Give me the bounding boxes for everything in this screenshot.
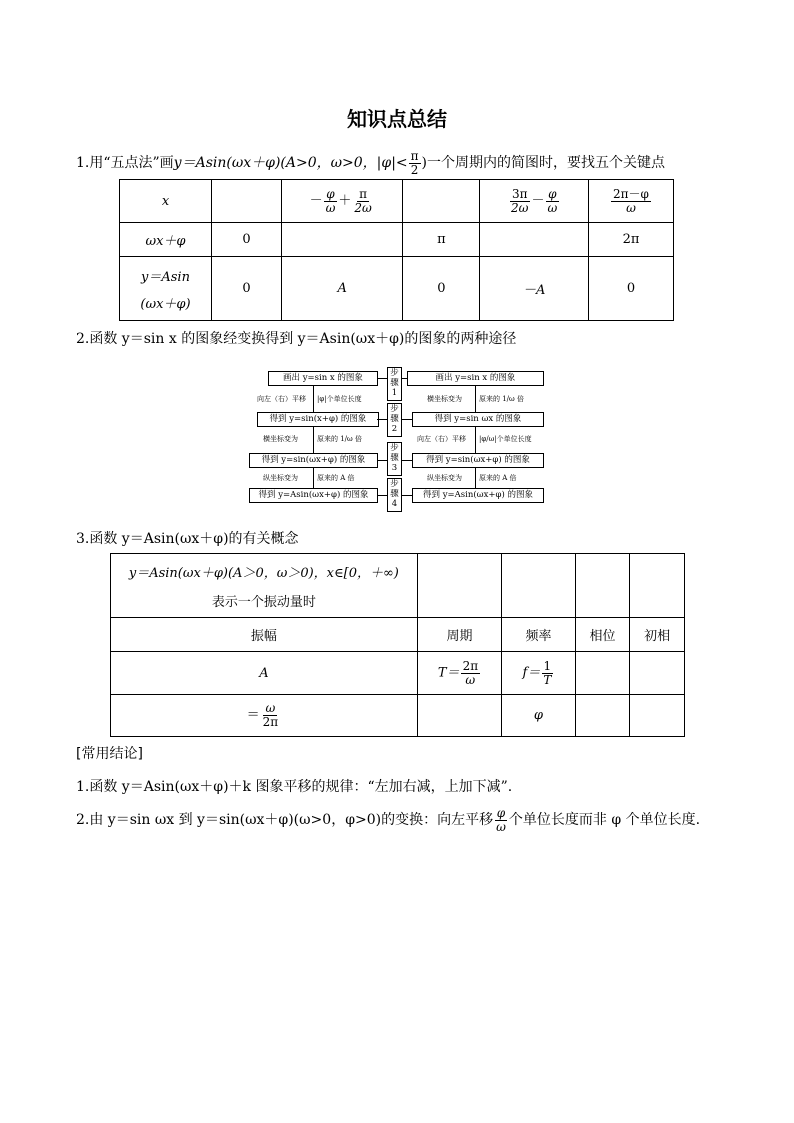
frac-den: T: [543, 672, 552, 687]
cell: 0: [588, 257, 673, 321]
connector: [377, 460, 387, 461]
frac: [261, 702, 281, 728]
cell-frequency: [502, 652, 575, 695]
label-line2: (ωx＋φ): [140, 296, 191, 312]
frac: [494, 807, 508, 833]
frac: [611, 188, 651, 214]
note: 原来的 A 倍: [479, 474, 517, 482]
section1-text: [76, 150, 665, 176]
arrow-down: [475, 426, 476, 453]
col-frequency: 频率: [502, 618, 575, 652]
step-4: 步骤4: [387, 478, 402, 512]
arrow-down: [313, 426, 314, 453]
frac-den: ω: [626, 200, 636, 215]
frac-den: 2π: [262, 715, 279, 729]
col-phase: 相位: [575, 618, 630, 652]
left-box-2: 得到 y=sin(x+φ) 的图象: [257, 412, 379, 427]
col-amplitude: 振幅: [111, 618, 418, 652]
connector: [377, 378, 387, 379]
frac-num: ω: [265, 701, 276, 716]
cell-freq-formula: [111, 695, 418, 737]
note: 横坐标变为: [427, 395, 462, 403]
left-box-3: 得到 y=sin(ωx+φ) 的图象: [249, 453, 378, 468]
frac: [461, 660, 481, 686]
connector: [401, 378, 407, 379]
frac-den: 2: [410, 162, 419, 177]
connector: [377, 419, 387, 420]
cell: [211, 180, 281, 223]
frac: [352, 188, 373, 214]
frac-den: ω: [496, 819, 506, 834]
cell: 0: [211, 223, 281, 257]
connector: [377, 495, 387, 496]
cell: [502, 554, 575, 618]
connector: [401, 495, 412, 496]
frac-den: ω: [465, 672, 476, 687]
note: 纵坐标变为: [427, 474, 462, 482]
five-point-table: [119, 179, 674, 321]
frac-num: 3π: [511, 186, 528, 201]
frac-num: φ: [326, 186, 335, 201]
note: 横坐标变为: [263, 435, 298, 443]
transform-diagram: [247, 367, 547, 514]
concept-header: [111, 554, 418, 618]
note: 纵坐标变为: [263, 474, 298, 482]
equals: ＝: [246, 708, 260, 723]
left-box-1: 画出 y=sin x 的图象: [268, 371, 378, 386]
header-line1: y＝Asin(ωx＋φ)(A＞0，ω＞0)，x∈[0，＋∞): [128, 565, 399, 581]
note: 原来的 1/ω 倍: [479, 395, 524, 403]
right-box-4: 得到 y=Asin(ωx+φ) 的图象: [412, 488, 544, 503]
frac-num: π: [410, 149, 419, 163]
conclusion-1: 1.函数 y＝Asin(ωx＋φ)＋k 图象平移的规律：“左加右减，上加下减”.: [76, 779, 513, 795]
step-2: 步骤2: [387, 403, 402, 437]
frac-num: φ: [496, 806, 506, 820]
cell: [403, 180, 480, 223]
cell: [575, 554, 630, 618]
cell: [417, 554, 501, 618]
note: 原来的 1/ω 倍: [317, 435, 362, 443]
cell: 2π: [588, 223, 673, 257]
pi-over-2: [409, 150, 421, 176]
connector: [401, 460, 412, 461]
step-1: 步骤1: [387, 367, 402, 401]
note: 原来的 A 倍: [317, 474, 355, 482]
cell: [630, 554, 685, 618]
section1-prefix: 1.用“五点法”画: [76, 155, 174, 172]
right-box-1: 画出 y=sin x 的图象: [407, 371, 544, 386]
frac-num: 2π: [462, 658, 479, 673]
conclusion-2-pre: 2.由 y＝sin ωx 到 y＝sin(ωx＋φ)(ω>0，φ>0)的变换：向左平移: [76, 812, 494, 829]
right-box-2: 得到 y=sin ωx 的图象: [412, 412, 544, 427]
cell: A: [282, 257, 403, 321]
cell: [417, 695, 501, 737]
section2-heading: 2.函数 y＝sin x 的图象经变换得到 y＝Asin(ωx＋φ)的图象的两种途径: [76, 331, 517, 347]
frac-num: 1: [543, 658, 552, 673]
cell: 0: [403, 257, 480, 321]
frac-num: 2π－φ: [613, 186, 649, 201]
section1-suffix: )一个周期内的简图时，要找五个关键点: [421, 155, 665, 172]
left-box-4: 得到 y=Asin(ωx+φ) 的图象: [249, 488, 378, 503]
cell: [630, 652, 685, 695]
cell-period: [417, 652, 501, 695]
cell: 0: [211, 257, 281, 321]
row-label-y: [120, 257, 212, 321]
cell-phi: φ: [502, 695, 575, 737]
right-box-3: 得到 y=sin(ωx+φ) 的图象: [412, 453, 544, 468]
cell: [630, 695, 685, 737]
cell: [480, 223, 589, 257]
note: 向左（右）平移: [257, 395, 306, 403]
cell-amplitude: A: [111, 652, 418, 695]
cell-neg-phi-plus: － $\frac{\varphi}{\omega}$ ＋ $\frac{\pi}{2\omega}$: [282, 180, 403, 223]
page-title: 知识点总结: [347, 107, 447, 131]
conclusion-2-post: 个单位长度而非 φ 个单位长度.: [508, 812, 701, 829]
label-line1: y＝Asin: [141, 269, 190, 285]
section1-formula: y＝Asin(ωx＋φ)(A>0，ω>0，|φ|<: [173, 155, 408, 172]
conclusions-heading: [常用结论]: [76, 746, 143, 762]
arrow-down: [475, 467, 476, 488]
frac-num: π: [359, 186, 368, 201]
section3-heading: 3.函数 y＝Asin(ωx＋φ)的有关概念: [76, 531, 299, 547]
cell: －A: [480, 257, 589, 321]
arrow-down: [313, 385, 314, 412]
frac-den: 2ω: [354, 200, 372, 215]
frac-den: ω: [547, 200, 558, 215]
connector: [401, 419, 412, 420]
frequency-prefix: f＝: [522, 665, 541, 681]
note: 向左（右）平移: [417, 435, 466, 443]
cell-2pi-phi: [588, 180, 673, 223]
cell: [575, 652, 630, 695]
header-line2: 表示一个振动量时: [211, 594, 316, 610]
arrow-down: [475, 385, 476, 412]
row-label-x: x: [120, 180, 212, 223]
step-3: 步骤3: [387, 442, 402, 476]
note: |φ/ω|个单位长度: [479, 435, 532, 443]
cell: [282, 223, 403, 257]
cell: π: [403, 223, 480, 257]
col-initial-phase: 初相: [630, 618, 685, 652]
row-label-phase: ωx＋φ: [120, 223, 212, 257]
note: |φ|个单位长度: [317, 395, 362, 403]
concept-table: [110, 553, 685, 737]
conclusion-2: [76, 807, 700, 833]
period-prefix: T＝: [437, 665, 460, 681]
col-period: 周期: [417, 618, 501, 652]
frac-num: φ: [548, 186, 557, 201]
arrow-down: [313, 467, 314, 488]
frac: [541, 660, 553, 686]
frac-den: ω: [325, 200, 336, 215]
frac: [509, 188, 530, 214]
frac: [545, 188, 559, 214]
cell-3pi: $\frac{3\pi}{2\omega}$ － $\frac{\varphi}{\omega}$: [480, 180, 589, 223]
frac-den: 2ω: [511, 200, 529, 215]
frac: [324, 188, 338, 214]
cell: [575, 695, 630, 737]
